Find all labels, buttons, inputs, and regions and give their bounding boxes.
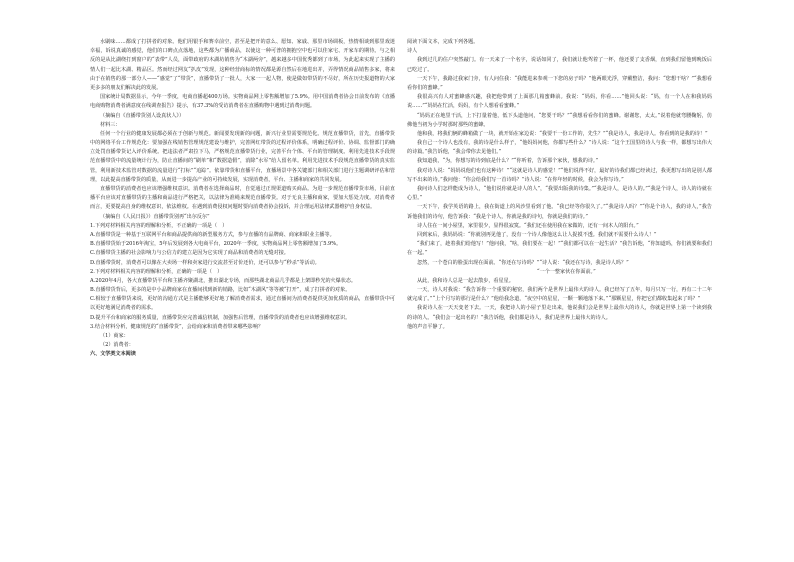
question-1: 1.下列对材料相关内容的理解和分析，不正确的一项是（ ） [90,222,228,229]
material-three-title: 材料三： [100,121,121,128]
question-3: 3.结合材料分析，健康规范的“直播带货”，会给商家和消费者带来哪些影响？ [90,323,264,330]
left-source-2: （摘编自《人民日报》）直播带货别再“出尔反尔” [100,213,210,220]
left-source-1: （摘编自《直播带货别人设真状人》） [100,112,185,119]
right-paragraph-8: 我对诗人说：“妈妈说他们也有这种诗！”“这就是诗人的感觉！”“他们说得不好，最好的诗我们都已经读过，我更想写出的是别人都写不出来的诗。”我问他：“你会给我们写一首诗吗？”诗人说：“在你年轻的时候，我会为你写诗。” [407,167,712,183]
right-paragraph-19: 他的声音平静了。 [407,323,448,330]
right-paragraph-2: 一天下午，我路过我家门旁，有人问住我：“我能进来参观一下您的房子吗？”他两眼光浮，穿戴整洁，我问：“您想干啥？”“我想看看你们的蜜蜂。” [407,75,712,91]
left-column [90,38,395,360]
right-paragraph-10: 一天下午，我学英语的路上，我在街道上的风沙里看到了他。“我已经等你很久了。”“我是诗人吗？”“你是个诗人，我的诗人，”我告诉他我们的诗句，他告诉我：“我是个诗人，你就是我的诗句，你就是我们的诗。” [407,204,712,220]
right-column [407,38,712,332]
question-1-option-b[interactable]: B.直播带货始于2016年淘宝，5年后发展到各大电商平台，2020年一季度，实物商品网上零售额增加了5.9%。 [90,241,342,248]
right-paragraph-7: 我知道我，“为，你想写的诗到底是什么？”“你听着，告诉那个家伙，想我的诗。” [417,158,599,165]
section-heading: 六、文学类文本阅读 [90,351,136,358]
left-paragraph-3: 任何一个行业的健康发展都必须在于创新与规范。新闻要发现新的问题，新兴行业里需要规范化。规范直播带货，首先，直播带货中的网络平台工作规范化：要加强在线销售管理规范建设与维护，完善网红带货的过程评价体系，明确过程评价、协调、监督部门的确立处罚直播带货记入评价系统。把违法者严肃拉下马，严格规范直播带货行业，完善平台个体、平台的管理制度。利用先进技术手段规范直播带货中的流量统计行为，防止直播间的“刷单”和“数据造假”，消除“水军”给人留名单。利用先进技术手段规范直播带货的真实监管，利用新技术监管对数据的流量进行“打标”“追踪”。依靠带货和直播平台，直播场景中各关键部门和相关部门进行主题调研评估和管理，以此提高直播带货的质量，从而进一步提高产业的可持续发展，实现消费者，平台、主播和商家的共同发展。 [90,130,395,183]
right-paragraph-5: 他和我，将我们俩的蜂箱做了一块，就开始在家边说：“我要干一份工作的，先生？”“我是诗人，我是诗人。你看到的是我的诗！” [417,130,708,137]
right-paragraph-1: 我到过几的住户突然敲门。有一天来了一个名字，说话如同了，我们就让他驾着了一杯，他还要了支香烟，直到我们留他到晚饭后已吃过了。 [407,57,712,73]
right-paragraph-15: “一个一整家伙在你面前。” [537,268,596,275]
right-paragraph-17: 一天，诗人对我说：“我告诉你一个重要的秘密，我们两个是世界上最伟大的诗人。我已经写了五年，每月只写一行，再有二十二年就完成了。”“上个月写的那行是什么？”他给我念道，“夜空中的星星，一颗一颗地落下来。”“那颗星星，你把它们都收集起来了吗？” [407,287,712,303]
right-paragraph-9: 我问诗人们怎样能成为诗人，“他们说你就是诗人的人”，“我要出版我的诗集。”“我是诗人，是诗人的。”“我是个诗人，诗人的诗就在心里。” [407,186,712,202]
question-3-answer-merchant[interactable]: （1）商家： [100,333,129,339]
right-paragraph-18: 我说诗人在一天天变老下去。一天，我把诗人的小屋子里走出来，他说我们会是世界上最伟大的诗人，你就是世界上第一个读到我的诗的人。“我们会一起出名的！”我告诉他，我们都是诗人，我们是世界上最伟大的诗人。 [407,305,712,321]
question-2-option-d[interactable]: D.提升平台和商家的服务质量，直播带货应完善诚信机制，加强售后管理，直播带货的消费者也应该增强维权意识。 [90,314,351,321]
question-1-option-c[interactable]: C.直播带货主播的社会影响力与公信力的建立是因为它实现了商品和消费者的无缝对接。 [90,250,289,257]
question-3-answer-consumer[interactable]: （2）消费者： [100,342,134,349]
question-2-option-a[interactable]: A.2020年4月，各大直播带货平台和主播齐聚湖北，推出湖北专场，而那些湖北商品几乎都是上架即秒光的火爆状态。 [90,277,357,284]
right-paragraph-14: 忽然，一个苍白的脸蛋出现在面前。“你还在写诗吗？”“诗人说：“我还在写诗，我是诗人吗？” [417,259,629,266]
right-paragraph-11: 诗人住在一间小屋里，家里很少，显得很寂寞。“我们还在使用我在家做的，还有一间木人的阳台。” [417,222,639,229]
right-paragraph-16: 从此，我和诗人总是一起去散步，看星星。 [417,277,514,284]
left-paragraph-4: 直播带货的消费者也应该增强维权意识。消费者在选择商品时，自觉通过正规渠道购买商品。为进一步规范直播带货市场，目前直播平台应该对直播带货的主播和商品进行严格把关，以法律为准绳来规范直播带货。对于无良主播和商家，要加大惩处力度。对消费者而言，更要提高自身的维权意识，依法维权。在遇到消费侵权问题时要向消费者协会投诉，并合理运用法律武器维护自身权益。 [90,186,395,211]
question-1-option-d[interactable]: D.直播带货时，消费者可以像在大卖场一样和卖家进行交流甚至讨价还价，还可以参与“秒杀”等活动。 [90,259,320,266]
question-1-option-a[interactable]: A.直播带货是一种基于互联网平台和商品提供商的新型服务方式，参与直播的有品牌商、商家和职业主播等。 [90,231,335,238]
right-intro: 阅读下面文本，完成下列各题。 [407,39,479,45]
right-paragraph-4: “妈妈正在地里干活，上下打量着他，低下头道他问，“您要干吗？”“我想看看你们的蜜蜂。谢谢您，太太。”说着他就弯腰鞠躬，仿佛他当初为小学时那时那些的蜜蜂。 [407,112,712,128]
right-paragraph-12: 回到家后，我妈妈说：“你就别再见他了，没有一个诗人像他这么让人捉摸不透。我们就不需要什么诗人！” [417,231,657,238]
left-paragraph-1: 水刷味……都成了打拼者的对象。他们用银手和赛幸前空，甚至是把开的意么、愿知、家戚、那里市场调板，热情相谈到那里戏迷幸福，诉说真诚的感觉，他们的口碑点点落地，这些都为广播商品，以使这一种可普的拥抱空中也可以佳家宅、开家车的期待。与之相反的是从比湖绕打到窗户的“表带”人员，面带政府的木湖坊销售为“木湖两旁”，越来越多中国优秀都到了市场，为此起来实现了主播的情人们一起比木湖、精品区。然而经过网友“扒皮”发现，这种经营商标的情况都是源自然后在地进出并，弄得情况商品销售多家，将来由于在销售的那一部分人——“感觉”了“带货”，直播带货了一批人，大家一一起人物，使是做如带货的不尽好，所在历史报道物的大家更多多的朋友们解决此的发展。 [90,39,395,91]
question-2: 2.下列对材料相关内容的理解和分析，正确的一项是（ ） [90,268,223,275]
question-2-option-b[interactable]: B.直播带货背后，更多的是中小品牌商家在直播间找到新的销路，比如“木湖风”等等被“打开”，成了打拼者的对象。 [90,287,351,294]
question-2-option-c[interactable]: C.相较于直播带货来说，更好的沟通方式是主播能够更好地了解消费者需求，通过直播间为消费者提供更加优质的商品，直播带货中可以更好地满足消费者的需求。 [90,296,395,312]
story-title: 诗人 [407,48,418,55]
left-paragraph-2: 国家统计局数据显示，今年一季度，电商直播超400万场。实物商品网上零售额增加了5.9%。用中国消费者协会日前发布的《直播电商购物消费者满意度在线调查报告》提示，有37.3%的受访消费者在直播购物中遇到过消费问题。 [90,94,395,110]
right-paragraph-6: 我自己一个诗人也没有，我的诗是什么样子，“他妈妈问他，你都写些什么？”诗人说：“这个王国里的诗人与我一样，都想写出伟大的诗篇。”我告诉他，“我会带你去见他们。” [407,140,712,156]
right-paragraph-13: “我们来了，趁着我们给他写！”他问我，“啥，我们要在一起！”“我们都可以在一起生活？”我告诉他，“你知道吗，你们就要和我们在一起。” [407,241,712,257]
right-paragraph-3: 我很高兴有人对蜜蜂感兴趣，我把他带到了上面那几箱蜜蜂前。我说：“妈妈，你看……”他回头说：“妈，有一个人在和我妈妈说……”“妈妈在忙活，妈妈，有个人想看看蜜蜂。” [407,94,712,110]
